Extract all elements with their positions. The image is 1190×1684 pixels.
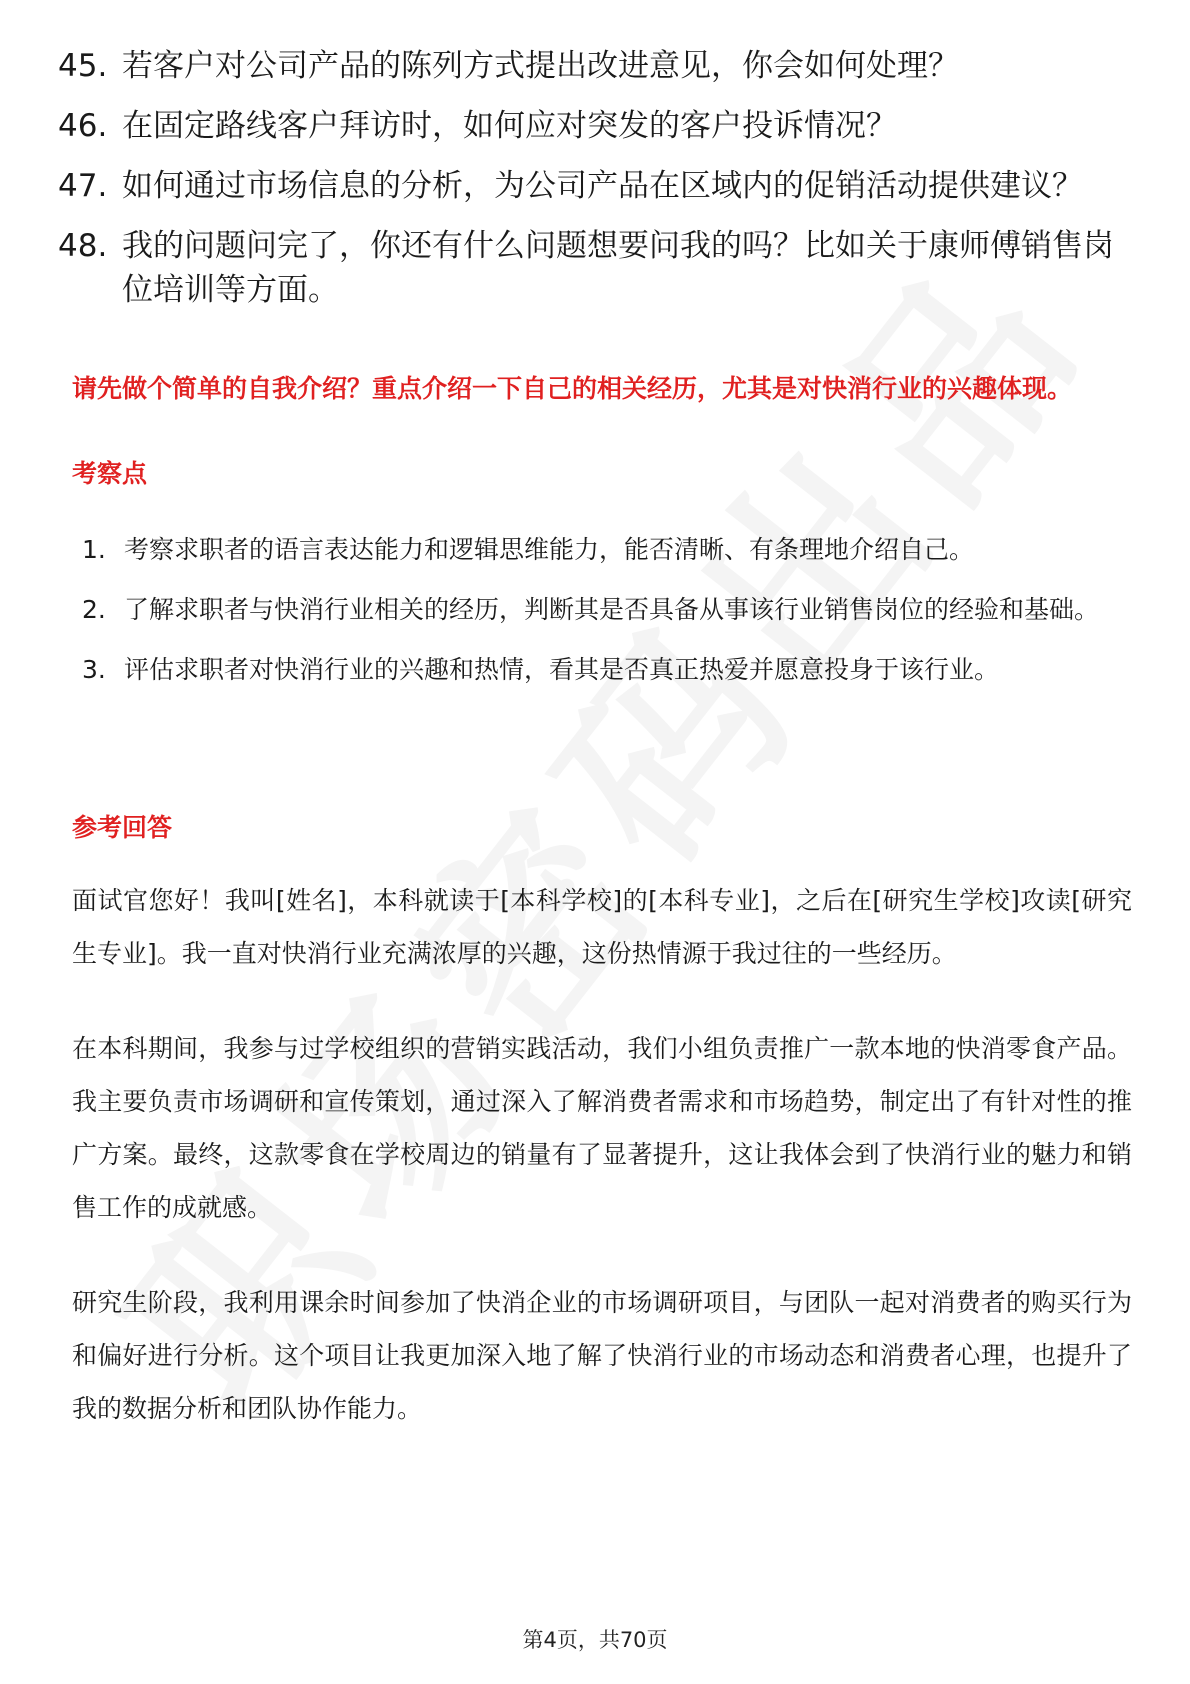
answer-paragraph: 研究生阶段，我利用课余时间参加了快消企业的市场调研项目，与团队一起对消费者的购买行为和偏好进行分析。这个项目让我更加深入地了解了快消行业的市场动态和消费者心理，也提升了我的数据分析和团队协作能力。 xyxy=(72,1288,1132,1423)
assessment-list xyxy=(82,522,1132,702)
assessment-text: 考察求职者的语言表达能力和逻辑思维能力，能否清晰、有条理地介绍自己。 xyxy=(124,535,975,564)
assessment-number: 3. xyxy=(82,655,106,684)
question-number: 45. xyxy=(58,48,108,84)
assessment-text: 评估求职者对快消行业的兴趣和热情，看其是否真正热爱并愿意投身于该行业。 xyxy=(124,655,1000,684)
question-item xyxy=(58,44,1138,88)
question-item xyxy=(58,224,1138,312)
assessment-heading: 考察点 xyxy=(72,459,148,488)
question-text: 若客户对公司产品的陈列方式提出改进意见，你会如何处理？ xyxy=(122,48,959,84)
assessment-item xyxy=(82,582,1132,638)
assessment-number: 1. xyxy=(82,535,106,564)
page-number: 第4页，共70页 xyxy=(522,1628,668,1652)
assessment-item xyxy=(82,522,1132,578)
question-item xyxy=(58,164,1138,208)
question-heading: 请先做个简单的自我介绍？重点介绍一下自己的相关经历，尤其是对快消行业的兴趣体现。 xyxy=(72,374,1073,403)
reference-answer xyxy=(72,874,1132,1477)
assessment-number: 2. xyxy=(82,595,106,624)
question-list xyxy=(58,44,1138,328)
question-text: 我的问题问完了，你还有什么问题想要问我的吗？比如关于康师傅销售岗位培训等方面。 xyxy=(122,228,1114,308)
question-number: 46. xyxy=(58,108,108,144)
question-item xyxy=(58,104,1138,148)
question-number: 48. xyxy=(58,228,108,264)
question-text: 在固定路线客户拜访时，如何应对突发的客户投诉情况？ xyxy=(122,108,897,144)
answer-paragraph: 在本科期间，我参与过学校组织的营销实践活动，我们小组负责推广一款本地的快消零食产品。我主要负责市场调研和宣传策划，通过深入了解消费者需求和市场趋势，制定出了有针对性的推广方案。最终，这款零食在学校周边的销量有了显著提升，这让我体会到了快消行业的魅力和销售工作的成就感。 xyxy=(72,1034,1132,1222)
question-number: 47. xyxy=(58,168,108,204)
answer-paragraph: 面试官您好！我叫[姓名]，本科就读于[本科学校]的[本科专业]，之后在[研究生学校]攻读[研究生专业]。我一直对快消行业充满浓厚的兴趣，这份热情源于我过往的一些经历。 xyxy=(72,886,1132,968)
assessment-item xyxy=(82,642,1132,698)
assessment-text: 了解求职者与快消行业相关的经历，判断其是否具备从事该行业销售岗位的经验和基础。 xyxy=(124,595,1100,624)
question-text: 如何通过市场信息的分析，为公司产品在区域内的促销活动提供建议？ xyxy=(122,168,1083,204)
reference-heading: 参考回答 xyxy=(72,813,173,842)
